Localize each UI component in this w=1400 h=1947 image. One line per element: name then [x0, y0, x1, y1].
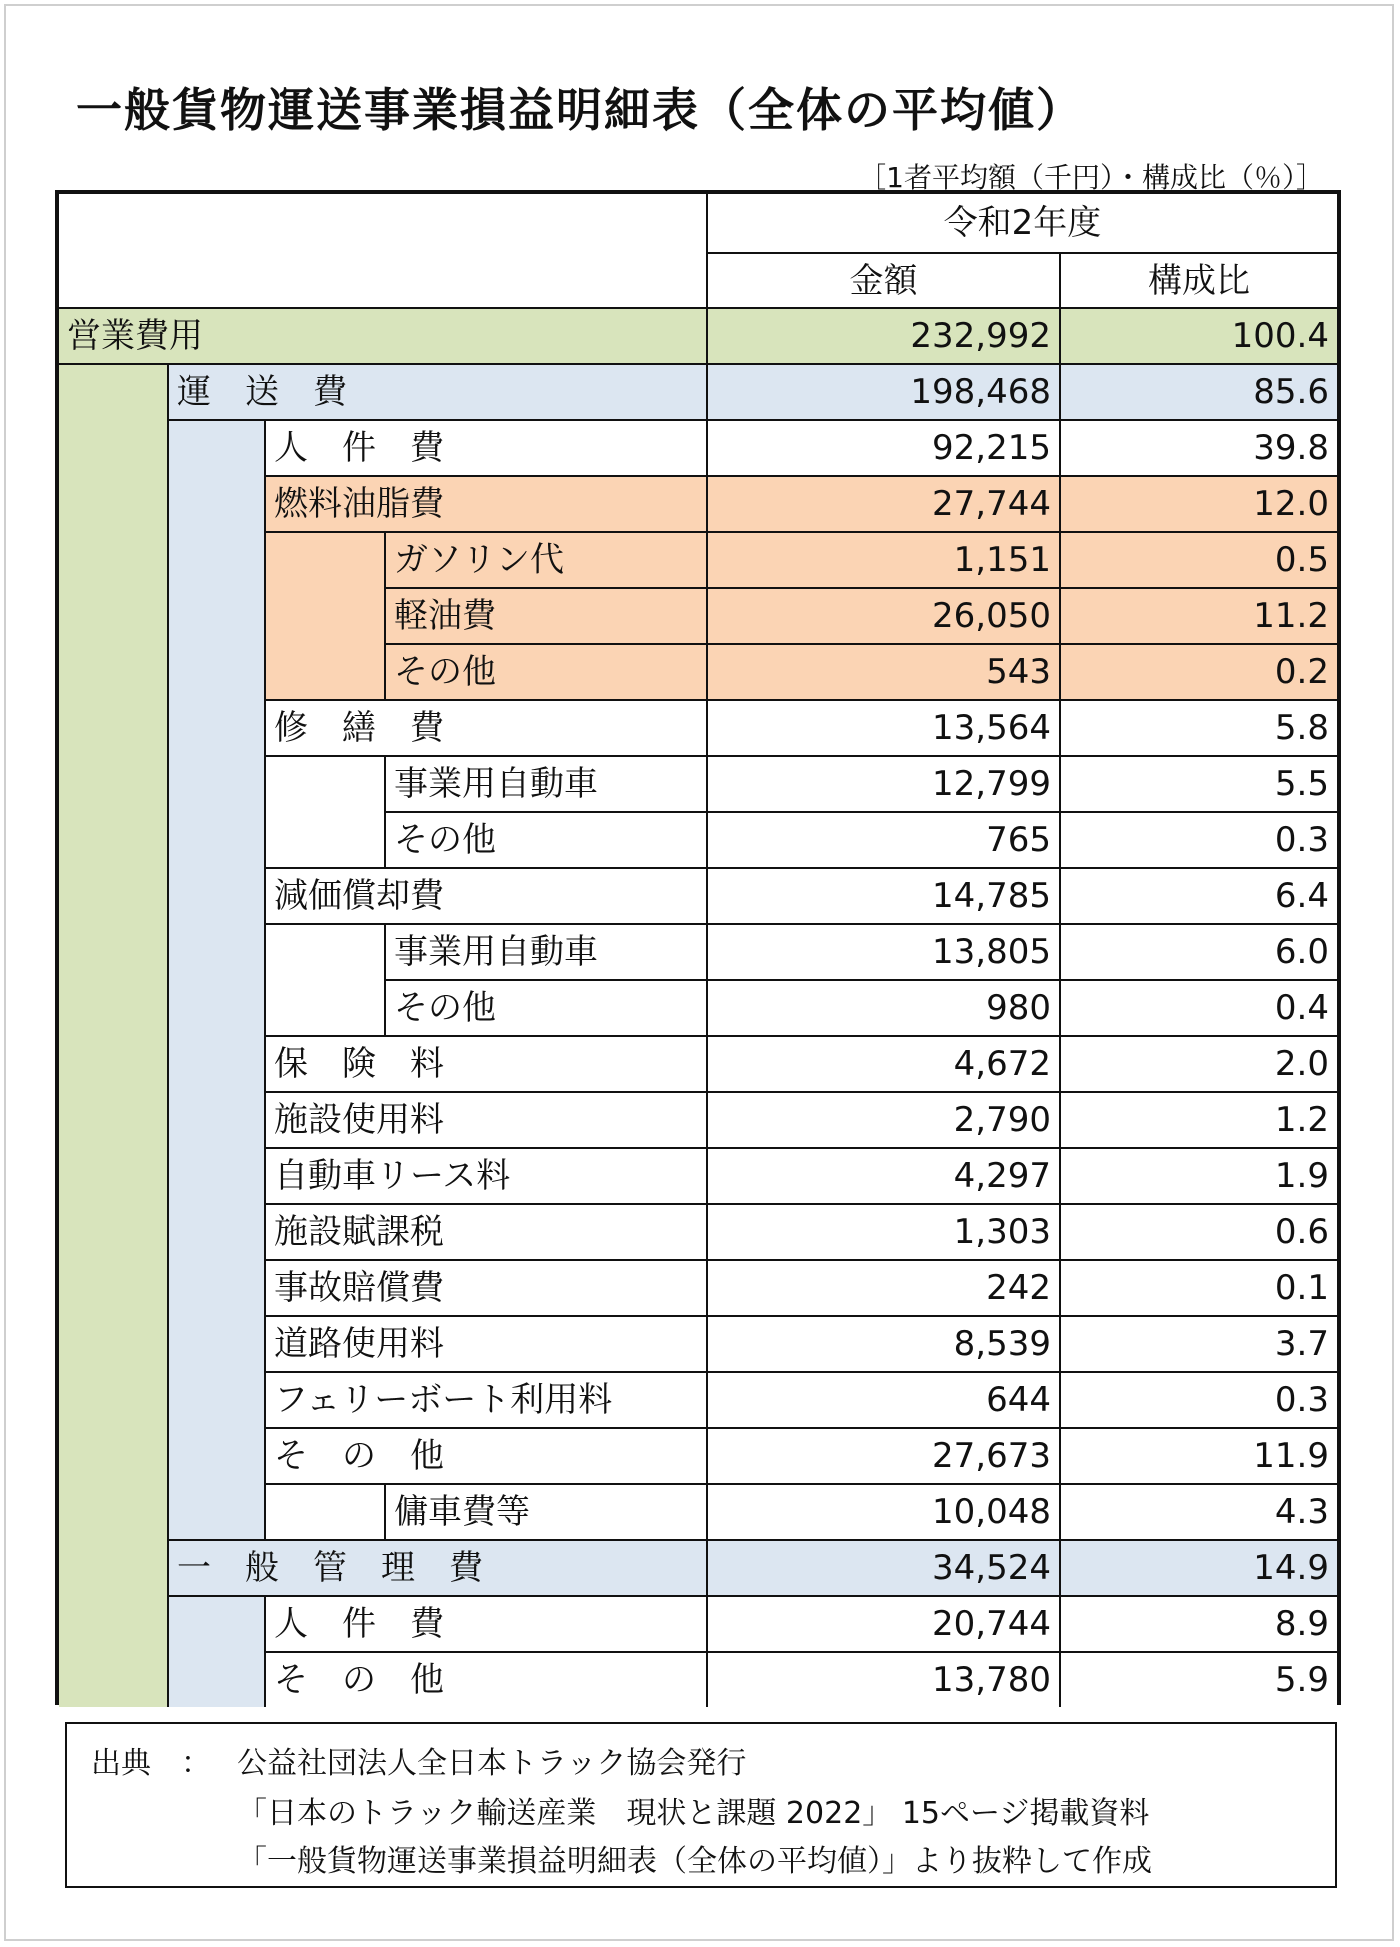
- row-label: フェリーボート利用料: [264, 1371, 706, 1427]
- row-ratio: 100.4: [1059, 307, 1337, 363]
- row-label: 事故賠償費: [264, 1259, 706, 1315]
- row-ratio: 0.1: [1059, 1259, 1337, 1315]
- row-ratio: 0.6: [1059, 1203, 1337, 1259]
- row-amount: 13,780: [706, 1651, 1059, 1707]
- row-ratio: 6.4: [1059, 867, 1337, 923]
- row-amount: 232,992: [706, 307, 1059, 363]
- row-label: 傭車費等: [384, 1483, 706, 1539]
- row-ratio: 0.3: [1059, 811, 1337, 867]
- row-amount: 8,539: [706, 1315, 1059, 1371]
- row-label: ガソリン代: [384, 531, 706, 587]
- row-ratio: 8.9: [1059, 1595, 1337, 1651]
- row-amount: 27,673: [706, 1427, 1059, 1483]
- row-amount: 765: [706, 811, 1059, 867]
- row-label: そ の 他: [264, 1651, 706, 1707]
- indent-strip: [264, 1483, 384, 1539]
- row-label: 修 繕 費: [264, 699, 706, 755]
- row-amount: 12,799: [706, 755, 1059, 811]
- row-label: その他: [384, 979, 706, 1035]
- indent-strip: [264, 531, 384, 699]
- source-line: 公益社団法人全日本トラック協会発行: [237, 1746, 747, 1781]
- row-ratio: 12.0: [1059, 475, 1337, 531]
- source-box: [65, 1722, 1337, 1888]
- page-title: 一般貨物運送事業損益明細表（全体の平均値）: [76, 83, 1084, 137]
- indent-strip: [59, 363, 167, 1707]
- row-amount: 20,744: [706, 1595, 1059, 1651]
- row-label: 減価償却費: [264, 867, 706, 923]
- row-label: その他: [384, 811, 706, 867]
- indent-strip: [264, 755, 384, 867]
- row-ratio: 1.2: [1059, 1091, 1337, 1147]
- row-amount: 92,215: [706, 419, 1059, 475]
- row-amount: 1,151: [706, 531, 1059, 587]
- row-ratio: 11.2: [1059, 587, 1337, 643]
- row-label: 自動車リース料: [264, 1147, 706, 1203]
- row-amount: 4,297: [706, 1147, 1059, 1203]
- row-ratio: 3.7: [1059, 1315, 1337, 1371]
- row-amount: 242: [706, 1259, 1059, 1315]
- row-ratio: 14.9: [1059, 1539, 1337, 1595]
- row-amount: 980: [706, 979, 1059, 1035]
- row-label: 施設使用料: [264, 1091, 706, 1147]
- row-amount: 14,785: [706, 867, 1059, 923]
- row-amount: 13,564: [706, 699, 1059, 755]
- row-label: 営業費用: [59, 307, 706, 363]
- row-amount: 1,303: [706, 1203, 1059, 1259]
- row-amount: 13,805: [706, 923, 1059, 979]
- row-label: 人 件 費: [264, 419, 706, 475]
- row-amount: 198,468: [706, 363, 1059, 419]
- row-amount: 4,672: [706, 1035, 1059, 1091]
- indent-strip: [167, 1595, 264, 1707]
- row-ratio: 2.0: [1059, 1035, 1337, 1091]
- row-label: 運 送 費: [167, 363, 706, 419]
- row-amount: 644: [706, 1371, 1059, 1427]
- source-line: 「日本のトラック輸送産業 現状と課題 2022」 15ページ掲載資料: [237, 1796, 1150, 1831]
- row-amount: 2,790: [706, 1091, 1059, 1147]
- row-amount: 34,524: [706, 1539, 1059, 1595]
- source-line: 「一般貨物運送事業損益明細表（全体の平均値）」より抜粋して作成: [237, 1844, 1152, 1879]
- row-ratio: 1.9: [1059, 1147, 1337, 1203]
- row-label: そ の 他: [264, 1427, 706, 1483]
- row-ratio: 0.3: [1059, 1371, 1337, 1427]
- row-label: 軽油費: [384, 587, 706, 643]
- row-ratio: 11.9: [1059, 1427, 1337, 1483]
- unit-note: ［1者平均額（千円）・構成比（％）］: [858, 161, 1324, 194]
- row-amount: 27,744: [706, 475, 1059, 531]
- row-ratio: 5.8: [1059, 699, 1337, 755]
- row-ratio: 39.8: [1059, 419, 1337, 475]
- row-label: 事業用自動車: [384, 923, 706, 979]
- row-label: その他: [384, 643, 706, 699]
- row-ratio: 85.6: [1059, 363, 1337, 419]
- profit-loss-table: [55, 190, 1341, 1705]
- row-label: 燃料油脂費: [264, 475, 706, 531]
- row-label: 施設賦課税: [264, 1203, 706, 1259]
- row-ratio: 0.2: [1059, 643, 1337, 699]
- row-amount: 26,050: [706, 587, 1059, 643]
- row-label: 事業用自動車: [384, 755, 706, 811]
- header-amount: 金額: [706, 252, 1059, 307]
- row-ratio: 5.5: [1059, 755, 1337, 811]
- row-ratio: 6.0: [1059, 923, 1337, 979]
- row-amount: 543: [706, 643, 1059, 699]
- row-ratio: 4.3: [1059, 1483, 1337, 1539]
- row-label: 一 般 管 理 費: [167, 1539, 706, 1595]
- row-label: 人 件 費: [264, 1595, 706, 1651]
- row-label: 保 険 料: [264, 1035, 706, 1091]
- row-amount: 10,048: [706, 1483, 1059, 1539]
- header-blank: [59, 194, 706, 307]
- source-label: 出典 ：: [91, 1746, 211, 1781]
- header-year: 令和2年度: [706, 194, 1337, 252]
- indent-strip: [167, 419, 264, 1539]
- row-label: 道路使用料: [264, 1315, 706, 1371]
- row-ratio: 0.4: [1059, 979, 1337, 1035]
- row-ratio: 0.5: [1059, 531, 1337, 587]
- row-ratio: 5.9: [1059, 1651, 1337, 1707]
- indent-strip: [264, 923, 384, 1035]
- header-ratio: 構成比: [1059, 252, 1337, 307]
